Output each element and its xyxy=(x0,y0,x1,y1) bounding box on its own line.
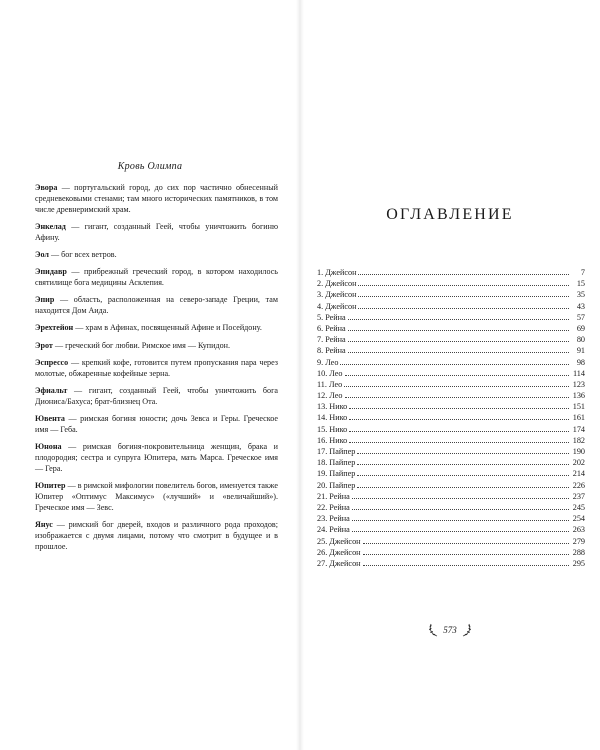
toc-leader-dots xyxy=(358,301,569,309)
toc-chapter-label: 7. Рейна xyxy=(317,335,346,345)
toc-row xyxy=(317,547,585,558)
toc-leader-dots xyxy=(358,289,569,297)
laurel-left-icon xyxy=(427,623,439,637)
toc-leader-dots xyxy=(363,536,569,544)
glossary-definition: — греческий бог любви. Римское имя — Купидон. xyxy=(52,340,230,350)
toc-chapter-label: 23. Рейна xyxy=(317,514,350,524)
toc-page-number: 237 xyxy=(572,491,585,501)
toc-chapter-label: 17. Пайпер xyxy=(317,447,356,456)
toc-leader-dots xyxy=(352,502,569,510)
toc-chapter-label: 12. Лео xyxy=(317,391,343,401)
glossary-entry xyxy=(35,358,278,380)
table-of-contents xyxy=(317,267,585,569)
toc-page-number: 123 xyxy=(572,379,585,389)
glossary-entry xyxy=(35,267,278,289)
toc-row xyxy=(317,312,585,323)
toc-row xyxy=(317,357,585,368)
toc-row xyxy=(317,368,585,379)
toc-page-number: 226 xyxy=(572,480,585,490)
glossary-term: Эспрессо xyxy=(35,358,69,368)
toc-row xyxy=(317,491,585,502)
toc-row xyxy=(317,278,585,289)
toc-leader-dots xyxy=(348,323,569,331)
glossary-definition: — крепкий кофе, готовится путем пропускания пара через молотые, обжаренные кофейные зерна. xyxy=(35,358,278,378)
toc-page-number: 98 xyxy=(576,357,585,367)
glossary-definition: — португальский город, до сих пор частично обнесенный средневековыми стенами; там много исторических памятников, в том числе древнеримский храм. xyxy=(35,183,278,214)
glossary-term: Янус xyxy=(35,520,53,530)
toc-leader-dots xyxy=(349,424,569,432)
toc-page-number: 245 xyxy=(572,502,585,512)
toc-chapter-label: 9. Лео xyxy=(317,357,339,367)
toc-chapter-label: 10. Лео xyxy=(317,368,343,378)
toc-row xyxy=(317,558,585,569)
toc-leader-dots xyxy=(345,390,569,398)
toc-row xyxy=(317,289,585,300)
glossary-term: Юпитер xyxy=(35,481,66,491)
glossary-term: Эрот xyxy=(35,340,53,350)
page-folio xyxy=(415,622,485,638)
toc-leader-dots xyxy=(352,524,569,532)
toc-title: ОГЛАВЛЕНИЕ xyxy=(386,206,514,223)
toc-chapter-label: 14. Нико xyxy=(317,413,348,423)
toc-chapter-label: 2. Джейсон xyxy=(317,279,357,289)
toc-page-number: 15 xyxy=(576,279,585,289)
toc-row xyxy=(317,480,585,491)
glossary-entry xyxy=(35,222,278,244)
glossary-entry xyxy=(35,323,278,334)
toc-leader-dots xyxy=(357,468,569,476)
running-head: Кровь Олимпа xyxy=(117,161,183,172)
glossary-entry xyxy=(35,442,278,474)
toc-page-number: 263 xyxy=(572,525,585,535)
toc-row xyxy=(317,323,585,334)
glossary-entry xyxy=(35,183,278,215)
laurel-right-icon xyxy=(461,623,473,637)
toc-page-number: 114 xyxy=(573,368,585,378)
toc-chapter-label: 4. Джейсон xyxy=(317,301,357,311)
toc-row xyxy=(317,267,585,278)
glossary-definition: — бог всех ветров. xyxy=(48,249,117,259)
glossary-definition: — гигант, созданный Геей, чтобы уничтожить бога Диониса/Бахуса; брат-близнец Ота. xyxy=(35,386,278,406)
toc-page-number: 279 xyxy=(572,536,585,546)
toc-page-number: 35 xyxy=(576,290,585,300)
toc-row xyxy=(317,435,585,446)
toc-chapter-label: 5. Рейна xyxy=(317,312,346,322)
toc-row xyxy=(317,379,585,390)
toc-page-number: 43 xyxy=(576,301,585,311)
glossary-definition: — в римской мифологии повелитель богов, именуется также Юпитер «Оптимус Максимус» («лучший» и «величайший»). Греческое имя — Зевс. xyxy=(35,481,278,512)
glossary-entry xyxy=(35,341,278,352)
toc-row xyxy=(317,468,585,479)
toc-row xyxy=(317,424,585,435)
toc-leader-dots xyxy=(352,491,569,499)
toc-page-number: 202 xyxy=(572,458,585,468)
toc-chapter-label: 8. Рейна xyxy=(317,346,346,356)
toc-page-number: 7 xyxy=(580,268,585,277)
toc-page-number: 69 xyxy=(576,323,585,333)
toc-chapter-label: 24. Рейна xyxy=(317,525,350,535)
toc-chapter-label: 11. Лео xyxy=(317,379,343,389)
toc-leader-dots xyxy=(357,480,569,488)
toc-chapter-label: 15. Нико xyxy=(317,424,348,434)
glossary-term: Эол xyxy=(35,249,49,259)
toc-page-number: 254 xyxy=(572,514,585,524)
toc-leader-dots xyxy=(357,446,569,454)
toc-row xyxy=(317,301,585,312)
toc-page-number: 80 xyxy=(576,335,585,345)
toc-page-number: 174 xyxy=(572,424,585,434)
glossary-entry xyxy=(35,520,278,552)
toc-page-number: 295 xyxy=(572,558,585,568)
glossary-entry xyxy=(35,386,278,408)
toc-row xyxy=(317,412,585,423)
glossary-definition: — гигант, созданный Геей, чтобы уничтожить богиню Афину. xyxy=(35,221,278,242)
toc-leader-dots xyxy=(348,312,569,320)
toc-leader-dots xyxy=(348,345,569,353)
toc-row xyxy=(317,401,585,412)
toc-chapter-label: 22. Рейна xyxy=(317,502,350,512)
toc-row xyxy=(317,513,585,524)
toc-chapter-label: 6. Рейна xyxy=(317,323,346,333)
toc-leader-dots xyxy=(349,412,569,420)
toc-page-number: 214 xyxy=(572,469,585,479)
glossary-entry xyxy=(35,295,278,317)
glossary-term: Эвора xyxy=(35,183,58,192)
glossary-term: Энкелад xyxy=(35,221,66,231)
toc-leader-dots xyxy=(340,357,569,365)
toc-page-number: 182 xyxy=(572,435,585,445)
toc-page-number: 161 xyxy=(572,413,585,423)
toc-chapter-label: 27. Джейсон xyxy=(317,558,361,568)
toc-page-number: 190 xyxy=(572,447,585,456)
toc-page-number: 91 xyxy=(576,346,585,356)
glossary-definition: — область, расположенная на северо-западе Греции, там находится Дом Аида. xyxy=(35,295,278,316)
glossary-entry xyxy=(35,250,278,261)
toc-leader-dots xyxy=(358,278,569,286)
toc-page-number: 151 xyxy=(572,402,585,412)
glossary-term: Эфиальт xyxy=(35,386,68,396)
glossary-term: Эпидавр xyxy=(35,267,67,277)
toc-leader-dots xyxy=(363,547,569,555)
toc-leader-dots xyxy=(363,558,569,566)
toc-leader-dots xyxy=(344,379,569,387)
glossary-definition: — прибрежный греческий город, в котором находилось святилище бога медицины Асклепия. xyxy=(35,267,278,288)
toc-leader-dots xyxy=(352,513,569,521)
glossary-definition: — храм в Афинах, посвященный Афине и Посейдону. xyxy=(73,323,262,333)
toc-chapter-label: 20. Пайпер xyxy=(317,480,356,490)
glossary-term: Эрехтейон xyxy=(35,323,74,333)
toc-leader-dots xyxy=(357,457,569,465)
book-gutter xyxy=(296,0,304,750)
glossary xyxy=(35,183,278,559)
glossary-term: Юнона xyxy=(35,442,62,452)
glossary-term: Ювента xyxy=(35,414,65,424)
page-number: 573 xyxy=(443,625,457,635)
glossary-definition: — римский бог дверей, входов и различного рода проходов; изображается с двумя лицами, потому что смотрит в будущее и в прошлое. xyxy=(35,520,278,551)
toc-row xyxy=(317,502,585,513)
toc-leader-dots xyxy=(358,267,569,275)
toc-page-number: 288 xyxy=(572,547,585,557)
toc-leader-dots xyxy=(345,368,569,376)
toc-chapter-label: 3. Джейсон xyxy=(317,290,357,300)
glossary-term: Эпир xyxy=(35,295,55,305)
toc-chapter-label: 1. Джейсон xyxy=(317,268,357,277)
toc-chapter-label: 19. Пайпер xyxy=(317,469,356,479)
toc-row xyxy=(317,446,585,457)
glossary-definition: — римская богиня-покровительница женщин, брака и плодородия; сестра и супруга Юпитера, мать Марса. Греческое имя — Гера. xyxy=(35,442,278,473)
toc-row xyxy=(317,457,585,468)
toc-page-number: 136 xyxy=(572,391,585,401)
toc-row xyxy=(317,536,585,547)
glossary-entry xyxy=(35,414,278,436)
toc-chapter-label: 25. Джейсон xyxy=(317,536,361,546)
toc-leader-dots xyxy=(349,435,569,443)
toc-page-number: 57 xyxy=(576,312,585,322)
toc-chapter-label: 16. Нико xyxy=(317,435,348,445)
toc-row xyxy=(317,345,585,356)
toc-row xyxy=(317,390,585,401)
glossary-entry xyxy=(35,481,278,513)
toc-row xyxy=(317,524,585,535)
toc-row xyxy=(317,334,585,345)
toc-chapter-label: 26. Джейсон xyxy=(317,547,361,557)
toc-leader-dots xyxy=(348,334,569,342)
toc-chapter-label: 13. Нико xyxy=(317,402,348,412)
glossary-definition: — римская богиня юности; дочь Зевса и Геры. Греческое имя — Геба. xyxy=(35,414,278,435)
toc-chapter-label: 18. Пайпер xyxy=(317,458,356,468)
toc-chapter-label: 21. Рейна xyxy=(317,491,350,501)
toc-leader-dots xyxy=(349,401,569,409)
